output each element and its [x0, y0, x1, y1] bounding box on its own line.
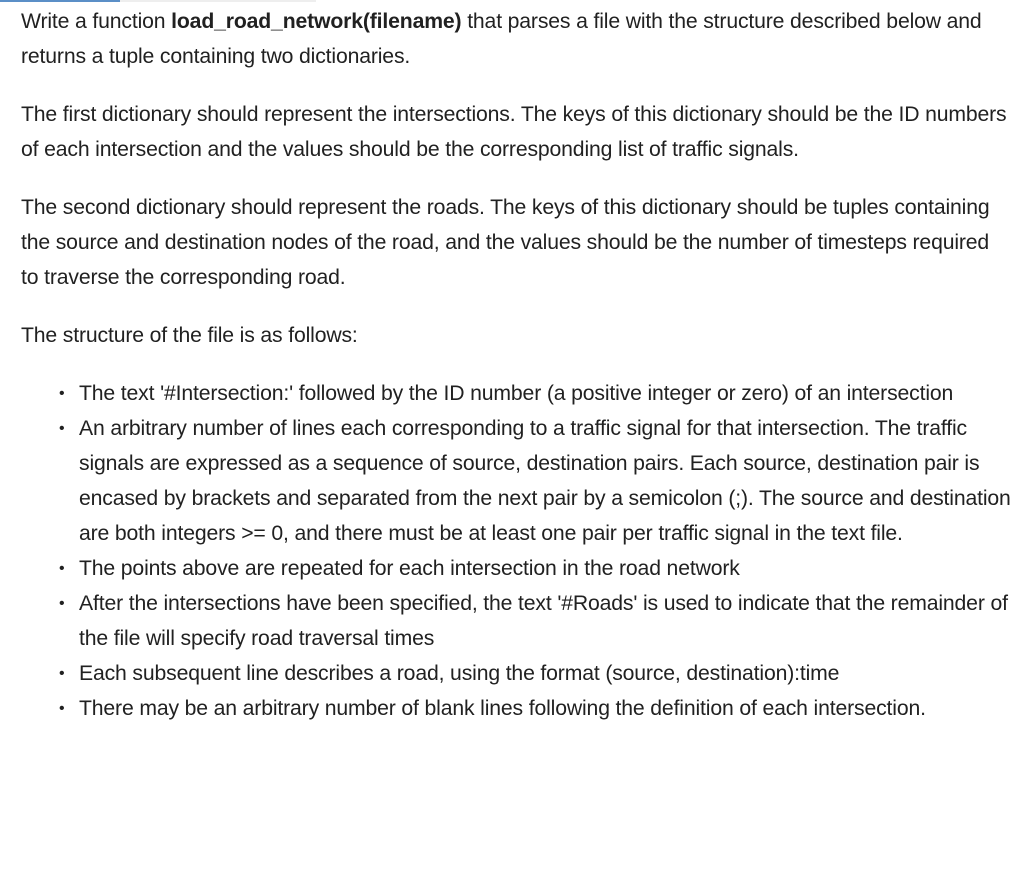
list-item	[59, 376, 1011, 411]
list-item-text: The text '#Intersection:' followed by the ID number (a positive integer or zero) of an intersection	[79, 382, 954, 405]
list-item-text: There may be an arbitrary number of blank lines following the definition of each intersection.	[79, 697, 926, 720]
list-item	[59, 691, 1011, 726]
paragraph-intersections: The first dictionary should represent the intersections. The keys of this dictionary should be the ID numbers of each intersection and the values should be the corresponding list of traffic signals.	[21, 103, 1007, 161]
intro-suffix: that parses a file with the structure described below and returns a tuple containing two dictionaries.	[21, 10, 982, 68]
paragraph-structure-heading: The structure of the file is as follows:	[21, 324, 358, 347]
list-item	[59, 656, 1011, 691]
list-item-text: An arbitrary number of lines each corresponding to a traffic signal for that intersection. The traffic signals are expressed as a sequence of source, destination pairs. Each source, destination pair is encased by brackets and separated from the next pair by a semicolon (;). The source and destination are both integers >= 0, and there must be at least one pair per traffic signal in the text file.	[79, 417, 1011, 545]
bullet-icon: •	[59, 665, 65, 682]
bullet-icon: •	[59, 385, 65, 402]
file-structure-list	[21, 376, 1011, 726]
list-item	[59, 586, 1011, 656]
intro-prefix: Write a function	[21, 10, 172, 33]
list-item	[59, 551, 1011, 586]
list-item	[59, 411, 1011, 551]
function-signature: load_road_network(filename)	[171, 10, 462, 33]
question-content	[21, 2, 1011, 726]
list-item-text: After the intersections have been specified, the text '#Roads' is used to indicate that the remainder of the file will specify road traversal times	[79, 592, 1008, 650]
list-item-text: The points above are repeated for each intersection in the road network	[79, 557, 740, 580]
paragraph-roads: The second dictionary should represent the roads. The keys of this dictionary should be tuples containing the source and destination nodes of the road, and the values should be the number of timesteps required to traverse the corresponding road.	[21, 196, 990, 289]
bullet-icon: •	[59, 595, 65, 612]
bullet-icon: •	[59, 420, 65, 437]
bullet-icon: •	[59, 700, 65, 717]
intro-paragraph	[21, 4, 1011, 74]
bullet-icon: •	[59, 560, 65, 577]
list-item-text: Each subsequent line describes a road, using the format (source, destination):time	[79, 662, 840, 685]
